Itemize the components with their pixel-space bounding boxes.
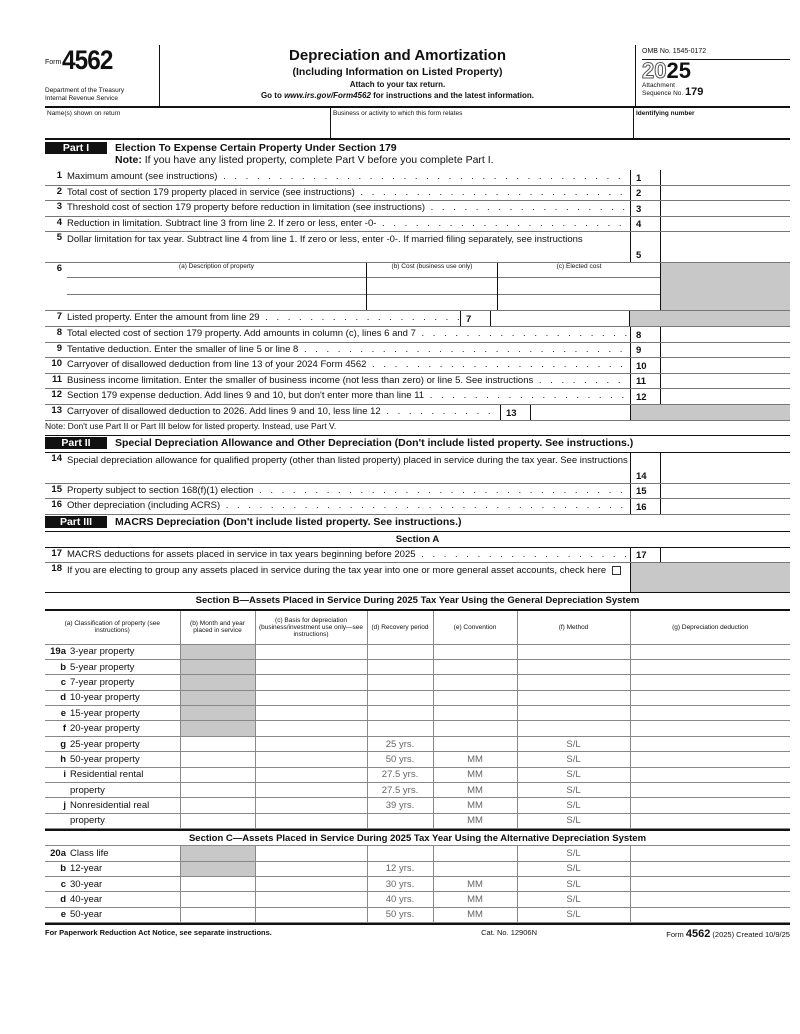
part3-header: Part III MACRS Depreciation (Don't include listed property. See instructions.) [45, 515, 790, 532]
convention-cell: MM [433, 767, 517, 782]
deduction-cell[interactable] [630, 892, 790, 907]
deduction-cell[interactable] [630, 752, 790, 767]
recovery-period-cell: 39 yrs. [367, 798, 433, 813]
line-2 [45, 186, 790, 202]
deduction-cell[interactable] [630, 813, 790, 828]
column-header: (e) Convention [433, 610, 517, 644]
line-number: 17 [51, 547, 62, 559]
amount-field[interactable] [660, 484, 790, 499]
property-class: d 40-year [45, 892, 180, 907]
amount-field[interactable] [660, 201, 790, 216]
section-b-table [45, 609, 790, 829]
method-cell: S/L [517, 876, 630, 891]
deduction-cell[interactable] [630, 659, 790, 674]
basis-cell[interactable] [255, 675, 367, 690]
box-number: 12 [630, 389, 660, 404]
recovery-period-cell: 30 yrs. [367, 876, 433, 891]
month-year-cell [180, 721, 255, 736]
basis-cell[interactable] [255, 783, 367, 798]
table-row [45, 752, 790, 767]
line13-amount[interactable] [530, 405, 630, 420]
basis-cell[interactable] [255, 706, 367, 721]
section-a-title: Section A [45, 532, 790, 548]
line-text: Tentative deduction. Enter the smaller of line 5 or line 8 . . . [67, 343, 630, 358]
line-12 [45, 389, 790, 405]
recovery-period-cell[interactable] [367, 675, 433, 690]
line6-cost-2[interactable] [367, 295, 497, 311]
line-number: 8 [56, 327, 62, 338]
method-cell[interactable] [517, 659, 630, 674]
section-c-title: Section C—Assets Placed in Service During 2025 Tax Year Using the Alternative Depreciation System [45, 829, 790, 845]
box-number: 3 [630, 201, 660, 216]
line-18: 18 If you are electing to group any assets placed in service during the tax year into one or more general asset accounts, check here [45, 563, 790, 593]
line-9 [45, 343, 790, 359]
table-row [45, 721, 790, 736]
basis-cell[interactable] [255, 907, 367, 922]
deduction-cell[interactable] [630, 907, 790, 922]
recovery-period-cell[interactable] [367, 846, 433, 861]
line6-desc-1[interactable] [67, 278, 366, 295]
line-number: 16 [51, 499, 62, 510]
line-number: 9 [56, 342, 62, 354]
column-header: (d) Recovery period [367, 610, 433, 644]
convention-cell: MM [433, 876, 517, 891]
amount-field[interactable] [660, 186, 790, 201]
property-class: b 5-year property [45, 659, 180, 674]
line-4 [45, 217, 790, 233]
table-row [45, 644, 790, 659]
basis-cell[interactable] [255, 798, 367, 813]
method-cell: S/L [517, 752, 630, 767]
line-text: Section 179 expense deduction. Add lines 9 and 10, but don't enter more than line 11 . . . [67, 389, 630, 404]
basis-cell[interactable] [255, 752, 367, 767]
recovery-period-cell[interactable] [367, 721, 433, 736]
convention-cell[interactable] [433, 659, 517, 674]
property-class: i Residential rental [45, 767, 180, 782]
convention-cell[interactable] [433, 736, 517, 751]
dept-line1: Department of the Treasury [45, 87, 125, 94]
line6-elected-2[interactable] [498, 295, 660, 311]
recovery-period-cell: 50 yrs. [367, 752, 433, 767]
property-class: e 15-year property [45, 706, 180, 721]
recovery-period-cell: 27.5 yrs. [367, 783, 433, 798]
table-row [45, 783, 790, 798]
property-class: property [45, 783, 180, 798]
deduction-cell[interactable] [630, 783, 790, 798]
property-class: 19a 3-year property [45, 644, 180, 659]
recovery-period-cell[interactable] [367, 706, 433, 721]
identification-row [45, 108, 790, 140]
convention-cell[interactable] [433, 690, 517, 705]
basis-cell[interactable] [255, 892, 367, 907]
deduction-cell[interactable] [630, 690, 790, 705]
amount-field[interactable] [660, 217, 790, 232]
method-cell: S/L [517, 798, 630, 813]
line-number: 12 [51, 389, 62, 400]
irs-link[interactable]: www.irs.gov/Form4562 [284, 91, 371, 100]
property-class: d 10-year property [45, 690, 180, 705]
line-text: Dollar limitation for tax year. Subtract line 4 from line 1. If zero or less, enter -0-. If married filing separately, see instructions [67, 234, 583, 245]
box-number: 11 [630, 374, 660, 389]
deduction-cell[interactable] [630, 706, 790, 721]
deduction-cell[interactable] [630, 675, 790, 690]
column-header: (g) Depreciation deduction [630, 610, 790, 644]
basis-cell[interactable] [255, 644, 367, 659]
method-cell[interactable] [517, 675, 630, 690]
omb-number: OMB No. 1545-0172 [642, 45, 790, 60]
box-number: 15 [630, 484, 660, 499]
basis-cell[interactable] [255, 876, 367, 891]
line-text: Maximum amount (see instructions) . . . [67, 170, 630, 185]
line-number: 14 [51, 452, 62, 464]
line-number: 10 [51, 358, 62, 369]
identifying-number-field[interactable]: Identifying number [633, 108, 790, 138]
amount-field[interactable] [660, 327, 790, 342]
month-year-cell [180, 675, 255, 690]
line-15 [45, 484, 790, 500]
line-text: Special depreciation allowance for qualified property (other than listed property) placed in service during the tax year. See instructions [67, 454, 628, 466]
box-number: 10 [630, 358, 660, 373]
month-year-cell [180, 659, 255, 674]
box-number: 4 [630, 217, 660, 232]
amount-field[interactable] [660, 358, 790, 373]
group-assets-checkbox[interactable] [612, 566, 621, 575]
deduction-cell[interactable] [630, 644, 790, 659]
month-year-cell [180, 690, 255, 705]
convention-cell: MM [433, 907, 517, 922]
month-year-cell[interactable] [180, 876, 255, 891]
line-6-table: 6 (a) Description of property (b) Cost (business use only) (c) Elected cost [45, 263, 790, 311]
line-text: Business income limitation. Enter the smaller of business income (not less than zero) or line 5. See instructions . . . [67, 374, 630, 389]
property-class: j Nonresidential real [45, 798, 180, 813]
section-b-title: Section B—Assets Placed in Service During 2025 Tax Year Using the General Depreciation System [195, 595, 640, 606]
amount-field[interactable] [660, 343, 790, 358]
line-number: 4 [56, 216, 62, 228]
month-year-cell[interactable] [180, 907, 255, 922]
table-row [45, 659, 790, 674]
line-text: Other depreciation (including ACRS) . . . [67, 499, 630, 514]
table-row [45, 907, 790, 922]
business-field[interactable]: Business or activity to which this form relates [330, 108, 633, 138]
deduction-cell[interactable] [630, 876, 790, 891]
convention-cell: MM [433, 813, 517, 828]
property-class: g 25-year property [45, 736, 180, 751]
box-number: 1 [630, 170, 660, 185]
property-class: property [45, 813, 180, 828]
form-title: Depreciation and Amortization [289, 47, 506, 64]
line-number: 15 [51, 483, 62, 495]
line-text: Property subject to section 168(f)(1) election . . . [67, 484, 630, 499]
convention-cell[interactable] [433, 644, 517, 659]
box-number: 16 [630, 499, 660, 514]
column-header: (a) Classification of property (see instructions) [45, 610, 180, 644]
line-17 [45, 548, 790, 564]
line-text: Reduction in limitation. Subtract line 3 from line 2. If zero or less, enter -0- . . . [67, 217, 630, 232]
method-cell: S/L [517, 846, 630, 861]
amount-field[interactable] [660, 374, 790, 389]
form-subtitle: (Including Information on Listed Property) [292, 66, 503, 78]
recovery-period-cell: 40 yrs. [367, 892, 433, 907]
line-number: 5 [56, 232, 62, 243]
basis-cell[interactable] [255, 846, 367, 861]
convention-cell: MM [433, 892, 517, 907]
table-row [45, 798, 790, 813]
tax-year: 2025 [642, 58, 691, 83]
form-4562 [45, 45, 790, 940]
box-number: 17 [630, 548, 660, 563]
column-header: (b) Month and year placed in service [180, 610, 255, 644]
line-text: Total cost of section 179 property placed in service (see instructions) . . . [67, 186, 630, 201]
line-13: 13 Carryover of disallowed deduction to 2026. Add lines 9 and 10, less line 12 . . . 13 [45, 405, 790, 421]
method-cell: S/L [517, 813, 630, 828]
month-year-cell[interactable] [180, 752, 255, 767]
line-5 [45, 232, 790, 263]
method-cell[interactable] [517, 644, 630, 659]
convention-cell: MM [433, 752, 517, 767]
basis-cell[interactable] [255, 767, 367, 782]
property-class: c 30-year [45, 876, 180, 891]
column-header: (f) Method [517, 610, 630, 644]
basis-cell[interactable] [255, 659, 367, 674]
amount-field[interactable] [660, 548, 790, 563]
method-cell: S/L [517, 736, 630, 751]
form-number: 4562 [62, 45, 113, 75]
recovery-period-cell: 12 yrs. [367, 861, 433, 876]
table-row [45, 861, 790, 876]
part1-header: Part I Election To Expense Certain Property Under Section 179 Note: If you have any listed property, complete Part V before you complete Part I. [45, 140, 790, 170]
deduction-cell[interactable] [630, 798, 790, 813]
property-class: c 7-year property [45, 675, 180, 690]
line-8 [45, 327, 790, 343]
method-cell: S/L [517, 892, 630, 907]
line-number: 1 [56, 170, 62, 181]
table-row [45, 736, 790, 751]
basis-cell[interactable] [255, 690, 367, 705]
name-field[interactable]: Name(s) shown on return [47, 110, 121, 117]
table-row [45, 706, 790, 721]
box-number: 14 [630, 453, 660, 483]
property-class: f 20-year property [45, 721, 180, 736]
column-header: (c) Basis for depreciation (business/investment use only—see instructions) [255, 610, 367, 644]
month-year-cell [180, 644, 255, 659]
line-number: 11 [51, 373, 62, 385]
amount-field[interactable] [660, 170, 790, 185]
deduction-cell[interactable] [630, 846, 790, 861]
amount-field[interactable] [660, 389, 790, 404]
method-cell: S/L [517, 907, 630, 922]
attach-note: Attach to your tax return. [349, 80, 446, 89]
line-14 [45, 453, 790, 484]
month-year-cell[interactable] [180, 813, 255, 828]
month-year-cell[interactable] [180, 767, 255, 782]
line-text: MACRS deductions for assets placed in service in tax years beginning before 2025 . . . [67, 548, 630, 563]
table-row [45, 675, 790, 690]
line6-desc-2[interactable] [67, 295, 366, 311]
deduction-cell[interactable] [630, 767, 790, 782]
method-cell[interactable] [517, 706, 630, 721]
method-cell: S/L [517, 783, 630, 798]
line-7: 7 Listed property. Enter the amount from line 29 . . . 7 [45, 311, 790, 327]
deduction-cell[interactable] [630, 736, 790, 751]
convention-cell[interactable] [433, 861, 517, 876]
basis-cell[interactable] [255, 813, 367, 828]
line6-elected-1[interactable] [498, 278, 660, 295]
line-number: 2 [56, 185, 62, 197]
line-1 [45, 170, 790, 186]
line-text: Total elected cost of section 179 property. Add amounts in column (c), lines 6 and 7 . . . [67, 327, 630, 342]
recovery-period-cell[interactable] [367, 644, 433, 659]
deduction-cell[interactable] [630, 721, 790, 736]
line-number: 3 [56, 201, 62, 212]
table-row [45, 892, 790, 907]
table-row [45, 813, 790, 828]
line-3 [45, 201, 790, 217]
basis-cell[interactable] [255, 736, 367, 751]
table-row [45, 690, 790, 705]
section-c-table [45, 845, 790, 923]
month-year-cell[interactable] [180, 783, 255, 798]
recovery-period-cell[interactable] [367, 659, 433, 674]
amount-field[interactable] [660, 453, 790, 483]
part2-header: Part II Special Depreciation Allowance and Other Depreciation (Don't include listed property. See instructions.) [45, 436, 790, 453]
convention-cell: MM [433, 783, 517, 798]
convention-cell[interactable] [433, 721, 517, 736]
convention-cell[interactable] [433, 675, 517, 690]
month-year-cell[interactable] [180, 798, 255, 813]
box-number: 9 [630, 343, 660, 358]
property-class: e 50-year [45, 907, 180, 922]
property-class: 20a Class life [45, 846, 180, 861]
line-16 [45, 499, 790, 515]
form-header [45, 45, 790, 108]
basis-cell[interactable] [255, 721, 367, 736]
form-word: Form [45, 59, 62, 66]
line-text: Threshold cost of section 179 property before reduction in limitation (see instructions) . . . [67, 201, 630, 216]
property-class: h 50-year property [45, 752, 180, 767]
method-cell[interactable] [517, 721, 630, 736]
table-row [45, 876, 790, 891]
recovery-period-cell[interactable] [367, 690, 433, 705]
amount-field[interactable] [660, 499, 790, 514]
deduction-cell[interactable] [630, 861, 790, 876]
convention-cell[interactable] [433, 846, 517, 861]
method-cell: S/L [517, 767, 630, 782]
form-footer: For Paperwork Reduction Act Notice, see separate instructions. Cat. No. 12906N Form 4562 (2025) Created 10/9/25 [45, 923, 790, 940]
line-text: Carryover of disallowed deduction from line 13 of your 2024 Form 4562 . . . [67, 358, 630, 373]
month-year-cell [180, 861, 255, 876]
box-number: 2 [630, 186, 660, 201]
line6-cost-1[interactable] [367, 278, 497, 295]
line-10 [45, 358, 790, 374]
box-number: 8 [630, 327, 660, 342]
line7-amount[interactable] [490, 311, 630, 326]
goto-note: Go to www.irs.gov/Form4562 for instructions and the latest information. [260, 91, 535, 100]
recovery-period-cell: 27.5 yrs. [367, 767, 433, 782]
dept-line2: Internal Revenue Service [45, 95, 118, 102]
recovery-period-cell[interactable] [367, 813, 433, 828]
month-year-cell [180, 846, 255, 861]
method-cell: S/L [517, 861, 630, 876]
recovery-period-cell: 50 yrs. [367, 907, 433, 922]
box-number: 5 [630, 232, 660, 262]
amount-field[interactable] [660, 232, 790, 262]
attachment-sequence: Attachment Sequence No. 179 [642, 82, 704, 98]
note-part2-3: Note: Don't use Part II or Part III below for listed property. Instead, use Part V. [45, 421, 790, 436]
convention-cell[interactable] [433, 706, 517, 721]
table-row [45, 767, 790, 782]
month-year-cell[interactable] [180, 736, 255, 751]
recovery-period-cell: 25 yrs. [367, 736, 433, 751]
month-year-cell [180, 706, 255, 721]
part-tag: Part I [45, 142, 107, 154]
line-11 [45, 374, 790, 390]
month-year-cell[interactable] [180, 892, 255, 907]
basis-cell[interactable] [255, 861, 367, 876]
table-row [45, 846, 790, 861]
property-class: b 12-year [45, 861, 180, 876]
convention-cell: MM [433, 798, 517, 813]
method-cell[interactable] [517, 690, 630, 705]
